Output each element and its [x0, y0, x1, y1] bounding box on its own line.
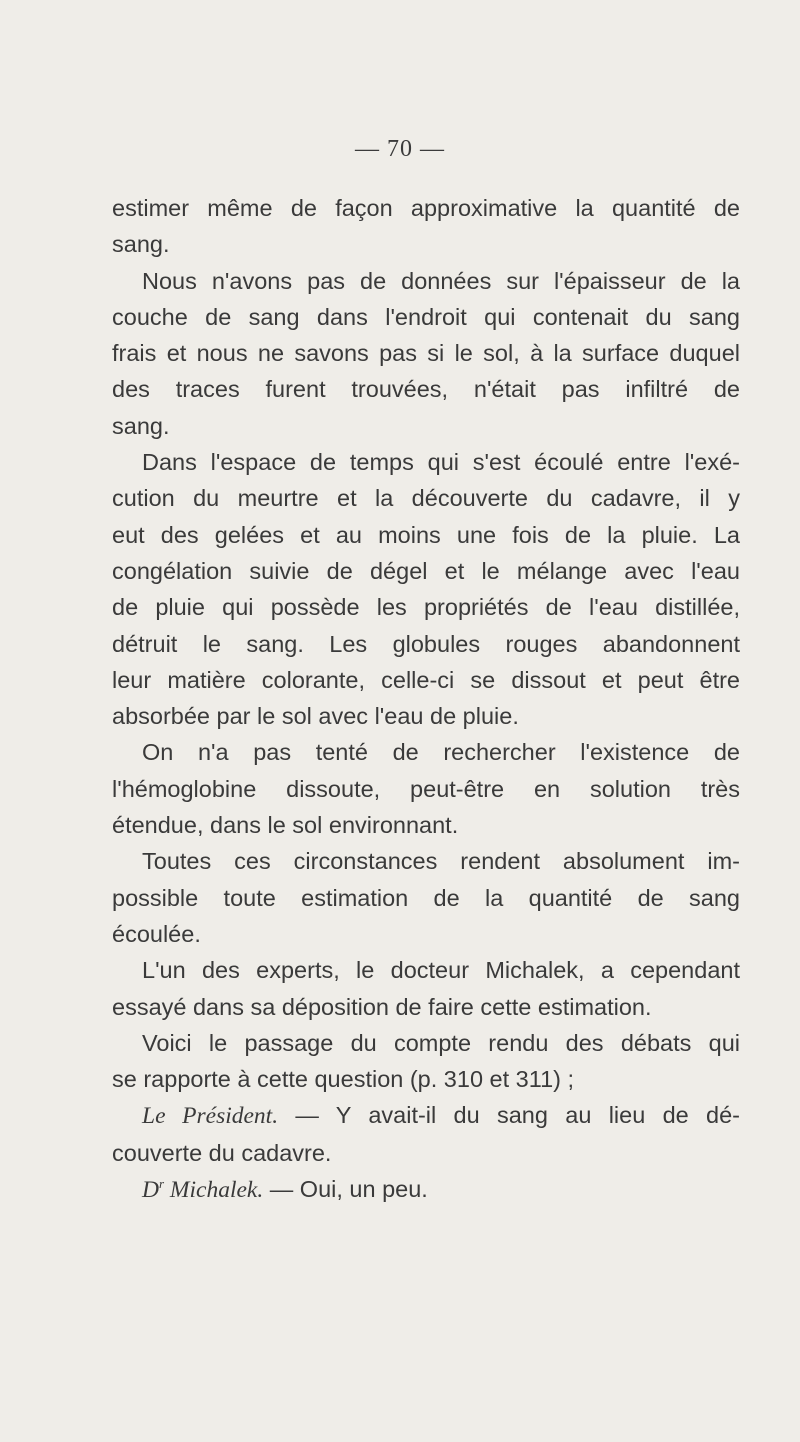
text-line: couche de sang dans l'endroit qui contenait du sang [112, 303, 740, 330]
text-line: étendue, dans le sol environnant. [112, 812, 459, 839]
dialogue-president [112, 1097, 740, 1171]
text-line: eut des gelées et au moins une fois de la pluie. La [112, 521, 740, 548]
text-line: essayé dans sa déposition de faire cette estimation. [112, 993, 652, 1020]
text-line: congélation suivie de dégel et le mélange avec l'eau [112, 557, 740, 584]
page-number: — 70 — [355, 136, 445, 162]
text-line: leur matière colorante, celle-ci se dissout et peut être [112, 666, 740, 693]
text-line: estimer même de façon approximative la quantité de [112, 195, 740, 221]
text-line: absorbée par le sol avec l'eau de pluie. [112, 703, 519, 730]
text-line: Nous n'avons pas de données sur l'épaisseur de la [142, 267, 740, 294]
speaker-prefix: D [142, 1177, 159, 1204]
text-line: possible toute estimation de la quantité de sang [112, 884, 740, 911]
text-line: sang. [112, 231, 170, 258]
text-line: Voici le passage du compte rendu des débats qui [142, 1029, 740, 1056]
body-text [112, 190, 740, 1208]
paragraph-3 [112, 444, 740, 734]
speaker-superscript: r [158, 1176, 165, 1192]
paragraph-2 [112, 263, 740, 444]
text-line: se rapporte à cette question (p. 310 et 311) ; [112, 1066, 575, 1093]
text-line: cution du meurtre et la découverte du cadavre, il y [112, 485, 740, 512]
paragraph-5 [112, 843, 740, 952]
text-line: des traces furent trouvées, n'était pas infiltré de [112, 376, 740, 403]
text-line: frais et nous ne savons pas si le sol, à la surface duquel [112, 340, 740, 367]
paragraph-4 [112, 734, 740, 843]
dialogue-michalek [112, 1171, 740, 1208]
paragraph-6 [112, 952, 740, 1025]
speaker-name [142, 1177, 263, 1203]
text-line: L'un des experts, le docteur Michalek, a cependant [142, 957, 740, 984]
speaker-name: Le Président. [142, 1103, 279, 1130]
paragraph-1 [112, 190, 740, 263]
text-line: détruit le sang. Les globules rouges abandonnent [112, 630, 740, 657]
text-line: couverte du cadavre. [112, 1139, 332, 1166]
text-line: On n'a pas tenté de rechercher l'existence de [142, 739, 740, 766]
text-line: Dans l'espace de temps qui s'est écoulé entre l'exé- [142, 449, 740, 476]
text-line: Toutes ces circonstances rendent absolument im- [142, 848, 740, 875]
paragraph-7 [112, 1025, 740, 1098]
text-line: sang. [112, 412, 170, 439]
speech-text: — Oui, un peu. [263, 1176, 428, 1203]
text-line [112, 1097, 740, 1134]
text-line: écoulée. [112, 920, 201, 947]
text-line [112, 1171, 740, 1208]
speaker-surname: Michalek. [164, 1177, 264, 1204]
text-line: de pluie qui possède les propriétés de l'eau distillée, [112, 594, 740, 621]
text-line: l'hémoglobine dissoute, peut-être en solution très [112, 775, 740, 802]
speech-text: — Y avait-il du sang au lieu de dé- [278, 1102, 740, 1129]
